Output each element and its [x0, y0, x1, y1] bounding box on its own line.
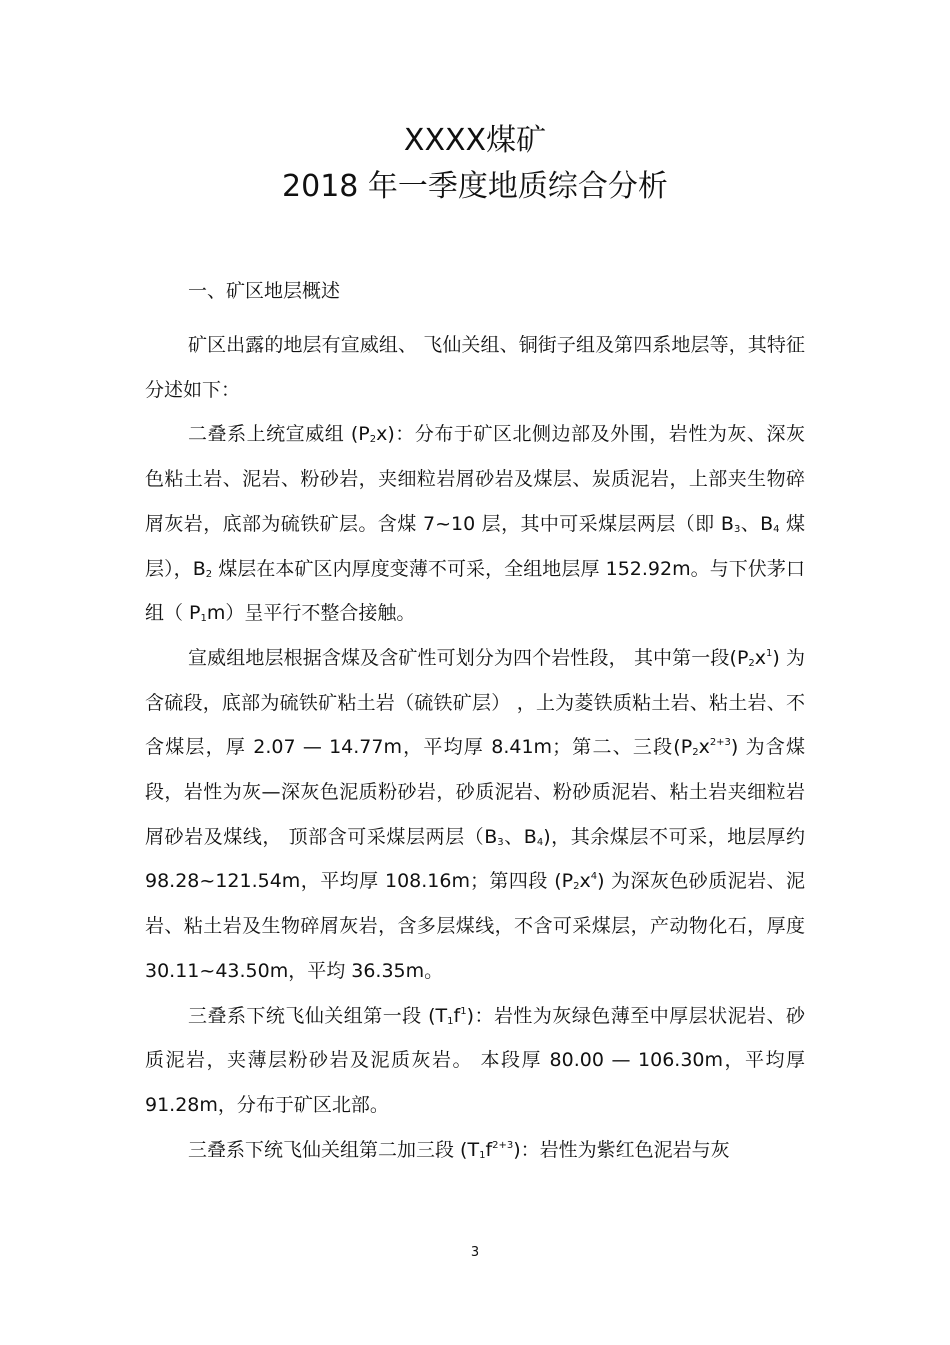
- page-number: 3: [470, 1245, 480, 1260]
- section-heading: 一、矿区地层概述: [188, 280, 341, 302]
- paragraph-lithologic-sections: 宣威组地层根据含煤及含矿性可划分为四个岩性段， 其中第一段$(P_2x^1)$ 为含硫段，底部为硫铁矿粘土岩（硫铁矿层） ，上为菱铁质粘土岩、粘土岩、不含煤层，厚 2.07 — 14.77m，平均厚 8.41m；第二、三段$(P_2x^{2+3})$ 为含煤段，岩性为灰—深灰色泥质粉砂岩，砂质泥岩、粉砂质泥岩、粘土岩夹细粒岩屑砂岩及煤线， 顶部含可采煤层两层（$B_3$、$B_4$)，其余煤层不可采，地层厚约 98.28~121.54m，平均厚 108.16m；第四段 $(P_2x^4)$ 为深灰色砂质泥岩、泥岩、粘土岩及生物碎屑灰岩，含多层煤线，不含可采煤层，产动物化石，厚度 30.11~43.50m，平均 36.35m。: [145, 646, 806, 982]
- paragraph-overview: 矿区出露的地层有宣威组、 飞仙关组、铜街子组及第四系地层等，其特征分述如下：: [145, 334, 805, 401]
- document-title-line2: 2018 年一季度地质综合分析: [282, 169, 668, 204]
- paragraph-feixianguan-second-third: 三叠系下统飞仙关组第二加三段 $(T_1f^{2+3})$：岩性为紫红色泥岩与灰: [188, 1138, 730, 1161]
- document-title-line1: XXXX煤矿: [403, 123, 547, 158]
- paragraph-xuanwei-formation: 二叠系上统宣威组 $(P_2x)$：分布于矿区北侧边部及外围，岩性为灰、深灰色粘土岩、泥岩、粉砂岩，夹细粒岩屑砂岩及煤层、炭质泥岩，上部夹生物碎屑灰岩，底部为硫铁矿层。含煤 7~10 层，其中可采煤层两层（即 $B_3$、$B_4$ 煤层），$B_2$ 煤层在本矿区内厚度变薄不可采，全组地层厚 152.92m。与下伏茅口组（ $P_1m$）呈平行不整合接触。: [145, 423, 805, 625]
- paragraph-feixianguan-first: 三叠系下统飞仙关组第一段 $(T_1f^1)$：岩性为灰绿色薄至中厚层状泥岩、砂质泥岩，夹薄层粉砂岩及泥质灰岩。 本段厚 80.00 — 106.30m，平均厚 91.28m，分布于矿区北部。: [145, 1004, 805, 1116]
- document-body: [145, 323, 805, 1172]
